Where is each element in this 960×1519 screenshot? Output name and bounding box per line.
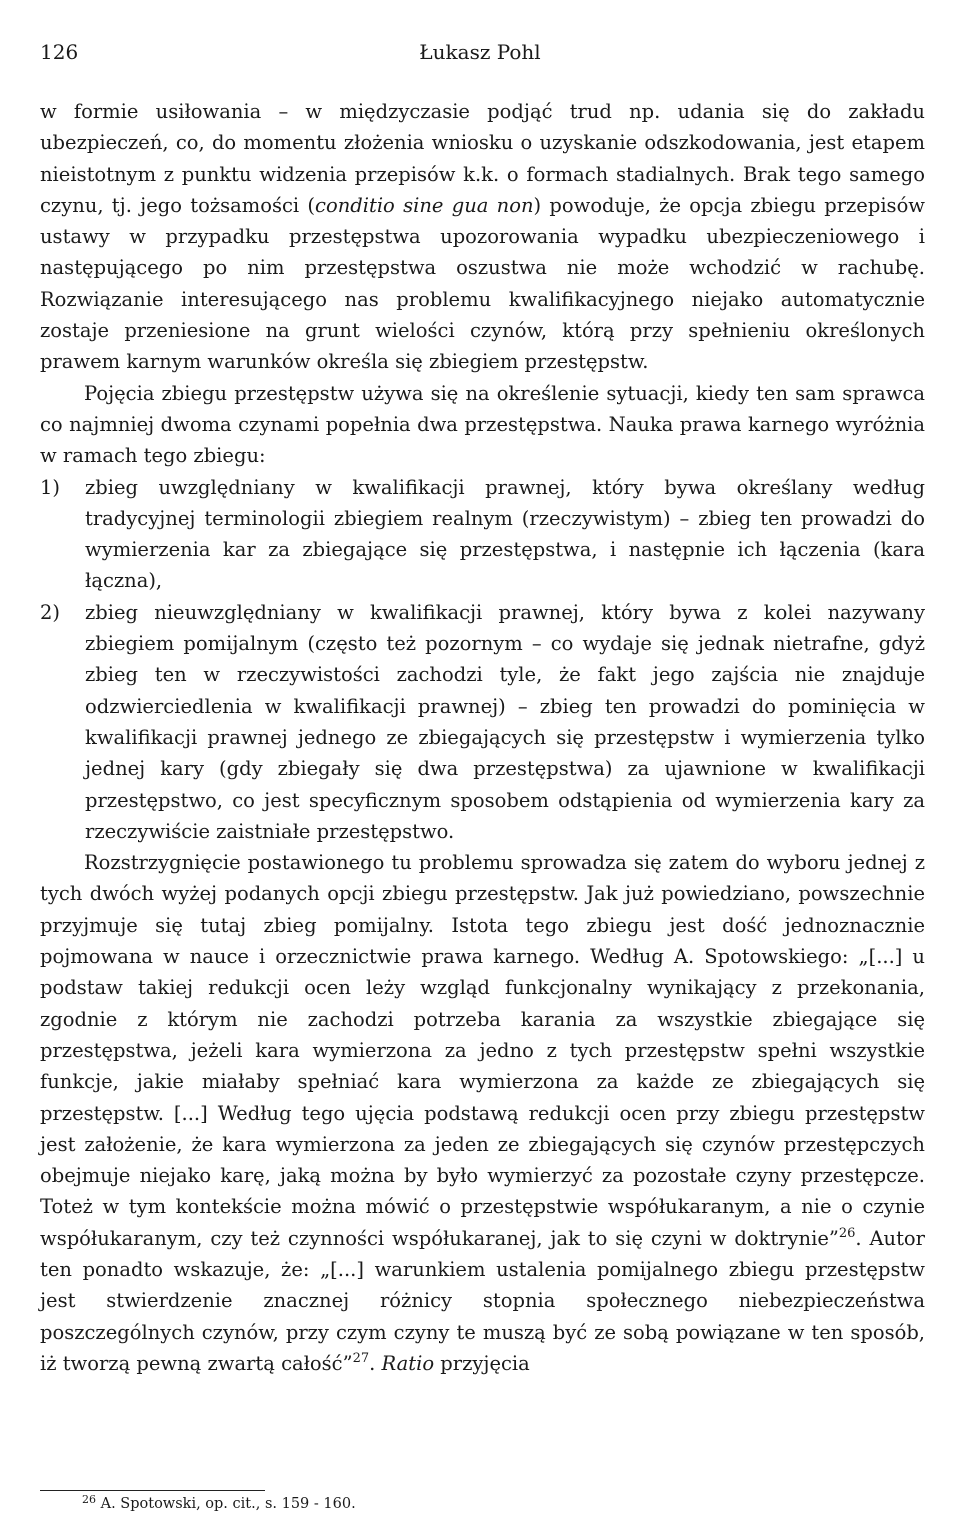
footnote-number: 26: [82, 1493, 96, 1506]
page-number: 126: [40, 40, 79, 64]
list-marker: 1): [40, 475, 61, 499]
paragraph: Pojęcia zbiegu przestępstw używa się na określenie sytuacji, kiedy ten sam sprawca co najmniej dwoma czynami popełnia dwa przestępstwa. Nauka prawa karnego wyróżnia w ramach tego zbiegu:: [40, 381, 925, 468]
running-header: [40, 40, 920, 70]
footnote-reference: 26: [838, 1225, 856, 1241]
body-text: [40, 96, 925, 1379]
paragraph: Rozstrzygnięcie postawionego tu problemu sprowadza się zatem do wyboru jednej z tych dwóch wyżej podanych opcji zbiegu przestępstw. Jak już powiedziano, powszechnie przyjmuje się tutaj zbieg pomijalny. Istota tego zbiegu jest dość jednoznacznie pojmowana w nauce i orzecznictwie prawa karnego. Według A. Spotowskiego: „[...] u podstaw takiej redukcji ocen leży wzgląd funkcjonalny wynikający z przekonania, zgodnie z którym nie zachodzi potrzeba karania za wszystkie zbiegające się przestępstwa, jeżeli kara wymierzona za jedno z tych przestępstw spełni wszystkie funkcje, jakie miałaby spełniać kara wymierzona za każde ze zbiegających się przestępstw. [...] Według tego ujęcia podstawą redukcji ocen przy zbiegu przestępstw jest założenie, że kara wymierzona za jeden ze zbiegających się czynów przestępczych obejmuje niejako karę, jaką można by było wymierzyć za pozostałe czyny przestępcze. Toteż w tym kontekście można mówić o przestępstwie współukaranym, a nie o czynie współukaranym, czy też czynności współukaranej, jak to się czyni w doktrynie”$^{26}$. Autor ten ponadto wskazuje, że: „[...] warunkiem ustalenia pomijalnego zbiegu przestępstw jest stwierdzenie znacznej różnicy stopnia społecznego niebezpieczeństwa poszczególnych czynów, przy czym czyny te muszą być ze sobą powiązane w ten sposób, iż tworzą pewną zwartą całość”$^{27}$. Ratio przyjęcia: [40, 851, 925, 1375]
latin-phrase: conditio sine gua non: [315, 193, 534, 217]
footnote-text: A. Spotowski, op. cit., s. 159 - 160.: [100, 1496, 356, 1512]
list-item: 2) zbieg nieuwzględniany w kwalifikacji prawnej, który bywa z kolei nazywany zbiegiem pomijalnym (często też pozornym – co wydaje się jednak nietrafne, gdyż zbieg ten w rzeczywistości zachodzi tyle, że fakt jego zajścia nie znajduje odzwierciedlenia w kwalifikacji prawnej) – zbieg ten prowadzi do pominięcia w kwalifikacji prawnej jednego ze zbiegających się przestępstw i wymierzenia tylko jednej kary (gdy zbiegały się dwa przestępstwa) za ujawnione w kwalifikacji przestępstwo, co jest specyficznym sposobem odstąpienia od wymierzenia kary za rzeczywiście zaistniałe przestępstwo.: [40, 597, 925, 847]
footnote-separator: [40, 1490, 265, 1491]
latin-word: Ratio: [381, 1351, 435, 1375]
paragraph: w formie usiłowania – w międzyczasie podjąć trud np. udania się do zakładu ubezpieczeń, co, do momentu złożenia wniosku o uzyskanie odszkodowania, jest etapem nieistotnym z punktu widzenia przepisów k.k. o formach stadialnych. Brak tego samego czynu, tj. jego tożsamości (conditio sine gua non) powoduje, że opcja zbiegu przepisów ustawy w przypadku przestępstwa upozorowania wypadku ubezpieczeniowego i następującego po nim przestępstwa oszustwa nie może wchodzić w rachubę. Rozwiązanie interesującego nas problemu kwalifikacyjnego niejako automatycznie zostaje przeniesione na grunt wielości czynów, którą przy spełnieniu określonych prawem karnym warunków określa się zbiegiem przestępstw.: [40, 100, 925, 374]
list-marker: 2): [40, 600, 61, 624]
list-item: 1) zbieg uwzględniany w kwalifikacji prawnej, który bywa określany według tradycyjnej terminologii zbiegiem realnym (rzeczywistym) – zbieg ten prowadzi do wymierzenia kar za zbiegające się przestępstwa, i następnie ich łączenia (kara łączna),: [40, 472, 925, 597]
footnote-reference: 27: [352, 1350, 370, 1366]
footnote: [82, 1494, 356, 1514]
running-head-author: Łukasz Pohl: [419, 40, 541, 64]
